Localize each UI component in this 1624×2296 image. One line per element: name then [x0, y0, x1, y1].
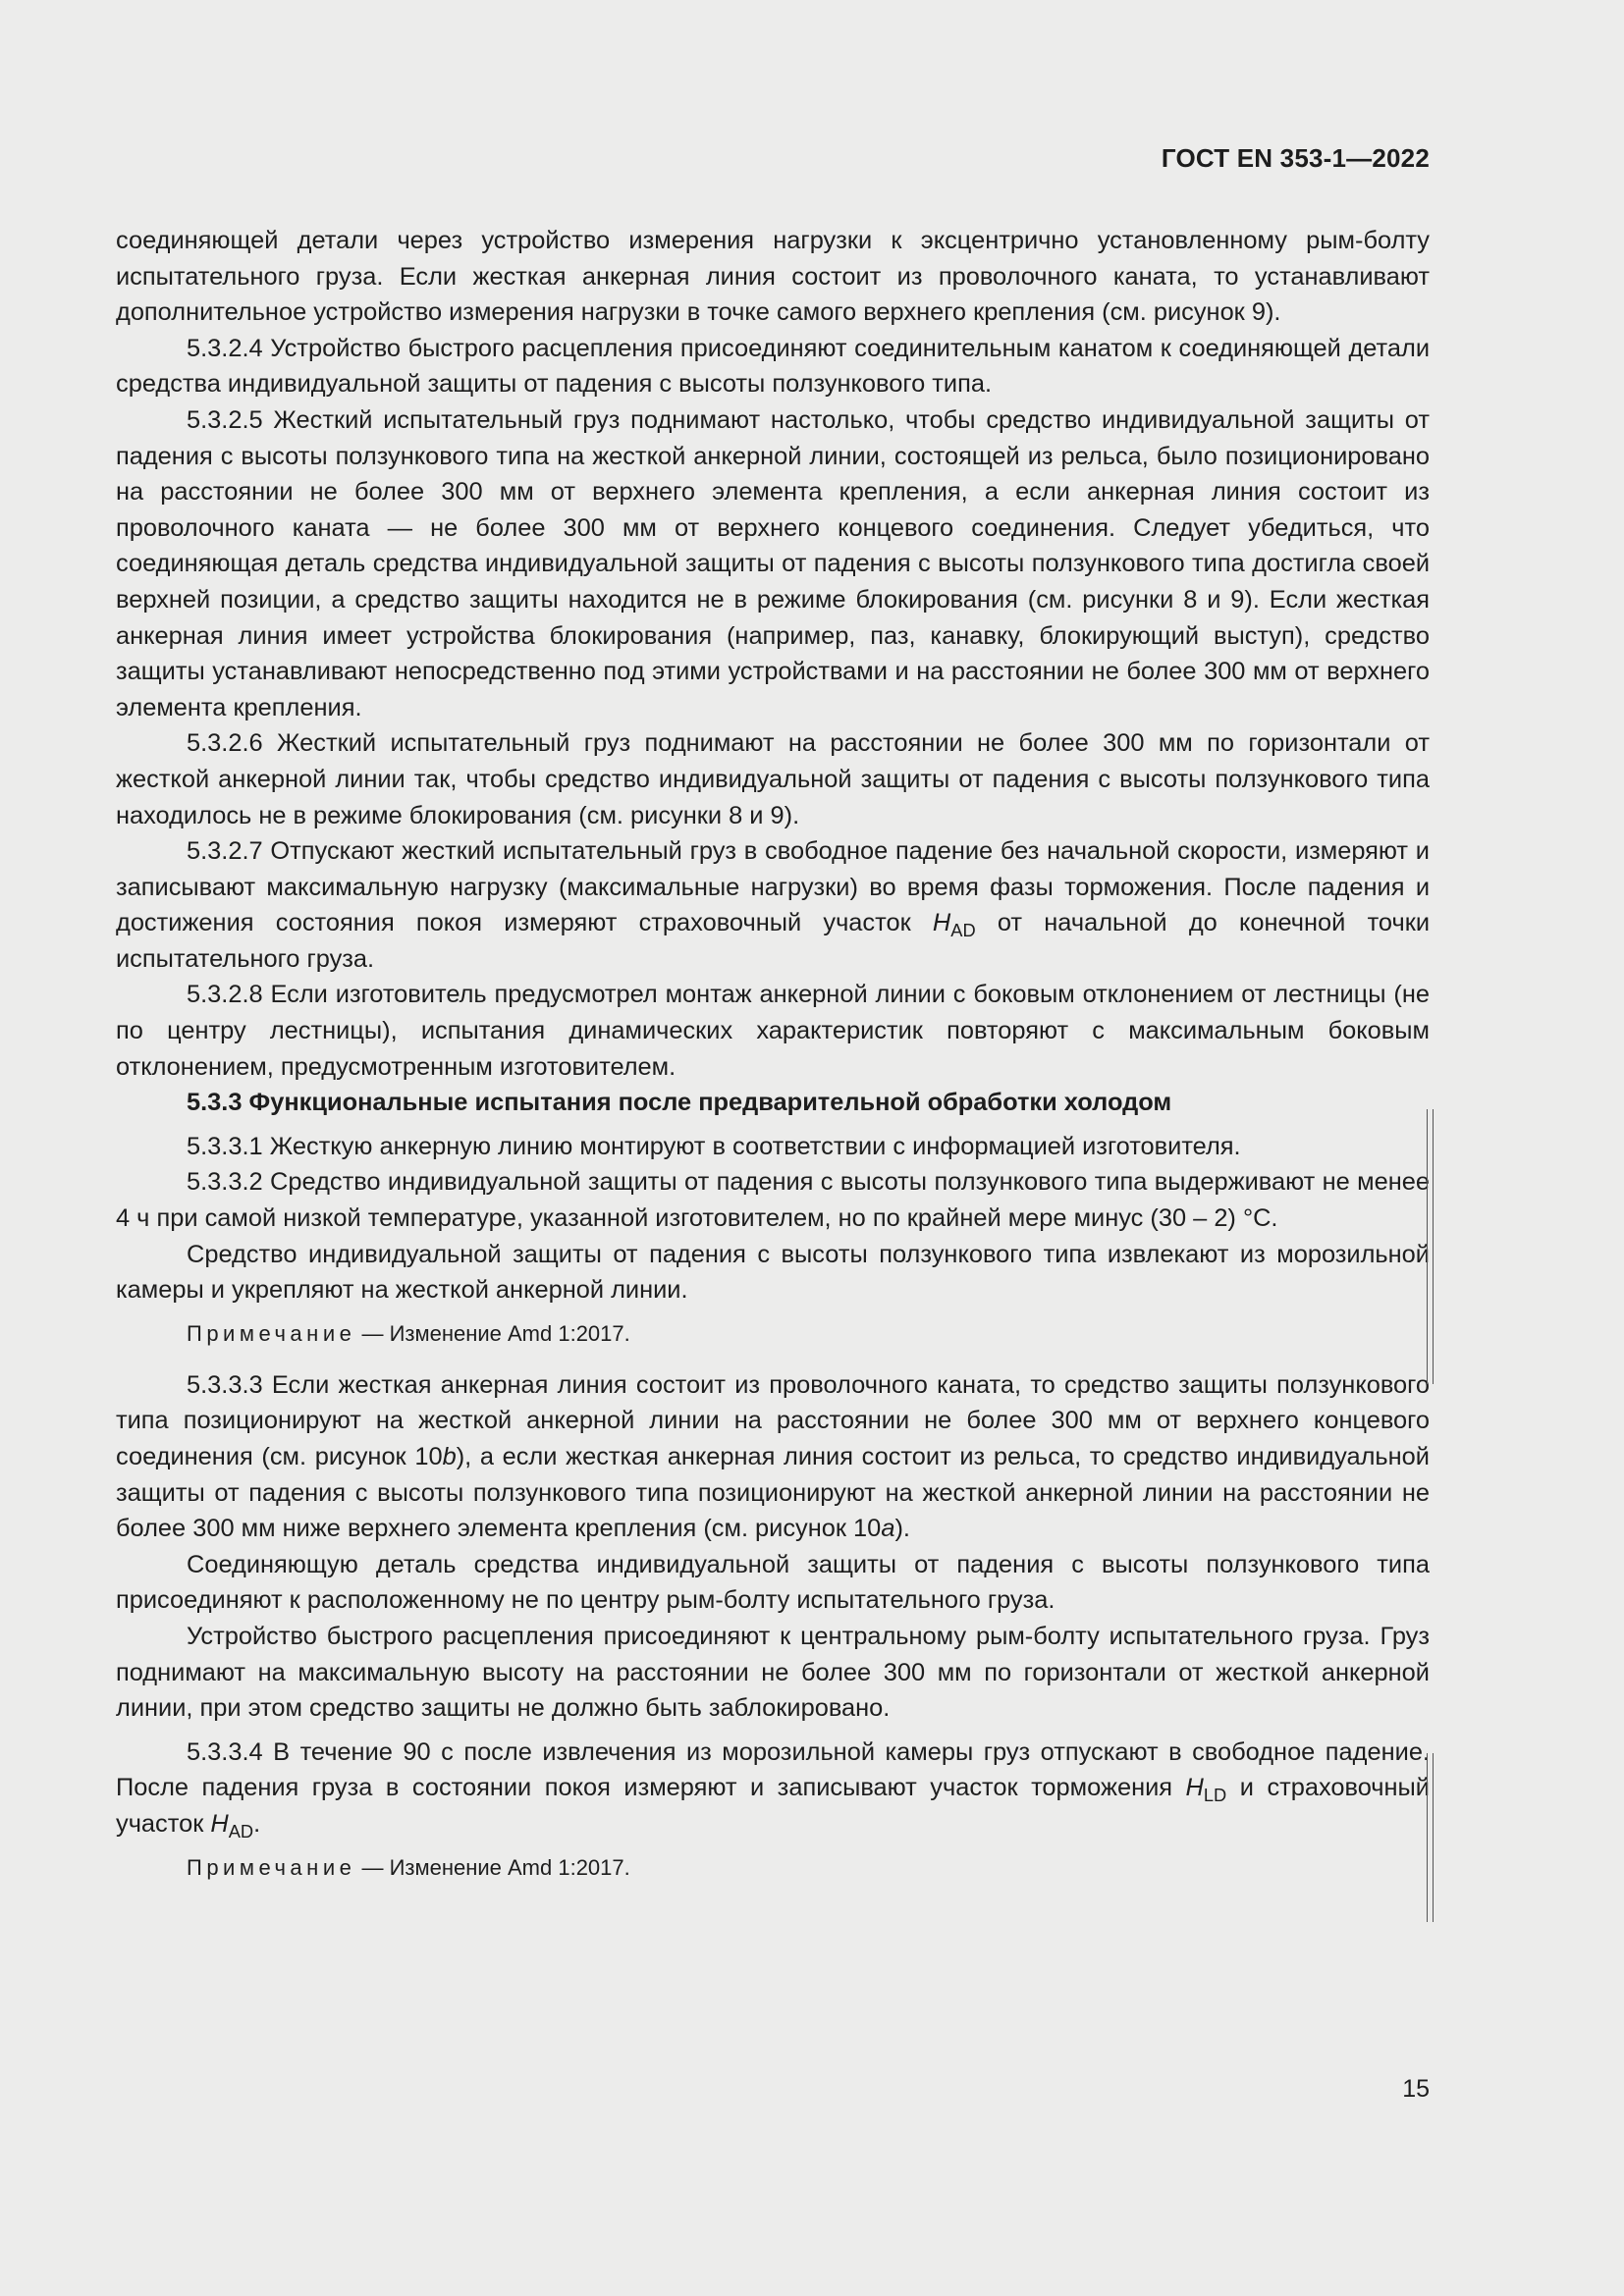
paragraph-5-3-2-4: 5.3.2.4 Устройство быстрого расцепления присоединяют соединительным канатом к соединяющей детали средства индивидуальной защиты от падения с высоты ползункового типа.: [116, 334, 1430, 399]
text-run: от начальной до конечной точки испытательного груза.: [116, 909, 1430, 973]
paragraph-5-3-3-2-cont: Средство индивидуальной защиты от падения с высоты ползункового типа извлекают из морозильной камеры и укрепляют на жесткой анкерной линии.: [116, 1240, 1430, 1305]
paragraph-5-3-3-3-cont1: Соединяющую деталь средства индивидуальной защиты от падения с высоты ползункового типа присоединяют к расположенному не по центру рым-болту испытательного груза.: [116, 1550, 1430, 1615]
section-heading-5-3-3: 5.3.3 Функциональные испытания после предварительной обработки холодом: [187, 1089, 1172, 1117]
paragraph-5-3-2-8: 5.3.2.8 Если изготовитель предусмотрел монтаж анкерной линии с боковым отклонением от лестницы (не по центру лестницы), испытания динамических характеристик повторяют с максимальным боковым отклонением, предусмотренным изготовителем.: [116, 981, 1430, 1081]
paragraph-continuation: соединяющей детали через устройство измерения нагрузки к эксцентрично установленному рым-болту испытательного груза. Если жесткая анкерная линия состоит из проволочного каната, то устанавливают дополнительное устройство измерения нагрузки в точке самого верхнего крепления (см. рисунок 9).: [116, 227, 1430, 327]
text-run: 5.3.3.4 В течение 90 с после извлечения из морозильной камеры груз отпускают в свободное падение. После падения груза в состоянии покоя измеряют и записывают участок торможения: [116, 1737, 1430, 1802]
paragraph-5-3-3-4: [116, 1735, 1430, 1842]
paragraph-5-3-2-5: 5.3.2.5 Жесткий испытательный груз поднимают настолько, чтобы средство индивидуальной защиты от падения с высоты ползункового типа на жесткой анкерной линии, состоящей из рельса, было позиционировано на расстоянии не более 300 мм от верхнего элемента крепления, а если анкерная линия состоит из проволочного каната — не более 300 мм от верхнего концевого соединения. Следует убедиться, что соединяющая деталь средства индивидуальной защиты от падения с высоты ползункового типа достигла своей верхней позиции, а средство защиты находится не в режиме блокирования (см. рисунки 8 и 9). Если жесткая анкерная линия имеет устройства блокирования (например, паз, канавку, блокирующий выступ), средство защиты устанавливают непосредственно под этими устройствами и на расстоянии не более 300 мм от верхнего элемента крепления.: [116, 405, 1430, 721]
paragraph-5-3-2-6: 5.3.2.6 Жесткий испытательный груз поднимают на расстоянии не более 300 мм по горизонтали от жесткой анкерной линии так, чтобы средство индивидуальной защиты от падения с высоты ползункового типа находилось не в режиме блокирования (см. рисунки 8 и 9).: [116, 729, 1430, 829]
text-run: ).: [894, 1515, 910, 1543]
symbol-h: H: [1185, 1774, 1204, 1802]
note-amendment: [116, 1850, 1430, 1886]
paragraph-5-3-3-2: 5.3.3.2 Средство индивидуальной защиты от падения с высоты ползункового типа выдерживают не менее 4 ч при самой низкой температуре, указанной изготовителем, но по крайней мере минус (30 – 2) °С.: [116, 1168, 1430, 1233]
document-body: [116, 223, 1430, 1886]
text-run: 5.3.2.7 Отпускают жесткий испытательный груз в свободное падение без начальной скорости, измеряют и записывают максимальную нагрузку (максимальные нагрузки) во время фазы торможения. После падения и достижения состояния покоя измеряют страховочный участок: [116, 837, 1430, 937]
note-label: Примечание: [187, 1320, 356, 1346]
italic-letter-a: a: [881, 1515, 895, 1543]
page-number: 15: [1402, 2075, 1430, 2103]
paragraph-5-3-3-3-cont2: Устройство быстрого расцепления присоединяют к центральному рым-болту испытательного груза. Груз поднимают на максимальную высоту на расстоянии не более 300 мм по горизонтали от жесткой анкерной линии, при этом средство защиты не должно быть заблокировано.: [116, 1622, 1430, 1723]
paragraph-5-3-3-3: [116, 1367, 1430, 1547]
symbol-h: H: [932, 909, 951, 937]
subscript-ad: AD: [950, 920, 976, 941]
paragraph-5-3-2-7: [116, 833, 1430, 977]
symbol-h: H: [210, 1809, 229, 1838]
paragraph-5-3-3-1: 5.3.3.1 Жесткую анкерную линию монтируют в соответствии с информацией изготовителя.: [187, 1132, 1241, 1160]
note-text: — Изменение Amd 1:2017.: [355, 1320, 630, 1346]
subscript-ad: AD: [228, 1820, 254, 1842]
note-label: Примечание: [187, 1854, 356, 1880]
note-amendment: [116, 1316, 1430, 1352]
text-run: .: [253, 1809, 261, 1838]
change-bar: [1427, 1109, 1434, 1384]
text-run: ), а если жесткая анкерная линия состоит из рельса, то средство индивидуальной защиты от падения с высоты ползункового типа позиционируют на жесткой анкерной линии на расстоянии не более 300 мм ниже верхнего элемента крепления (см. рисунок 10: [116, 1443, 1430, 1543]
text-run: и страховочный участок: [116, 1774, 1430, 1838]
change-bar: [1427, 1753, 1434, 1922]
document-code-header: ГОСТ EN 353-1—2022: [1161, 143, 1430, 173]
text-run: 5.3.3.3 Если жесткая анкерная линия состоит из проволочного каната, то средство защиты ползункового типа позиционируют на жесткой анкерной линии на расстоянии не более 300 мм от верхнего концевого соединения (см. рисунок 10: [116, 1370, 1430, 1470]
subscript-ld: LD: [1203, 1785, 1227, 1806]
note-text: — Изменение Amd 1:2017.: [355, 1854, 630, 1880]
italic-letter-b: b: [442, 1443, 457, 1470]
